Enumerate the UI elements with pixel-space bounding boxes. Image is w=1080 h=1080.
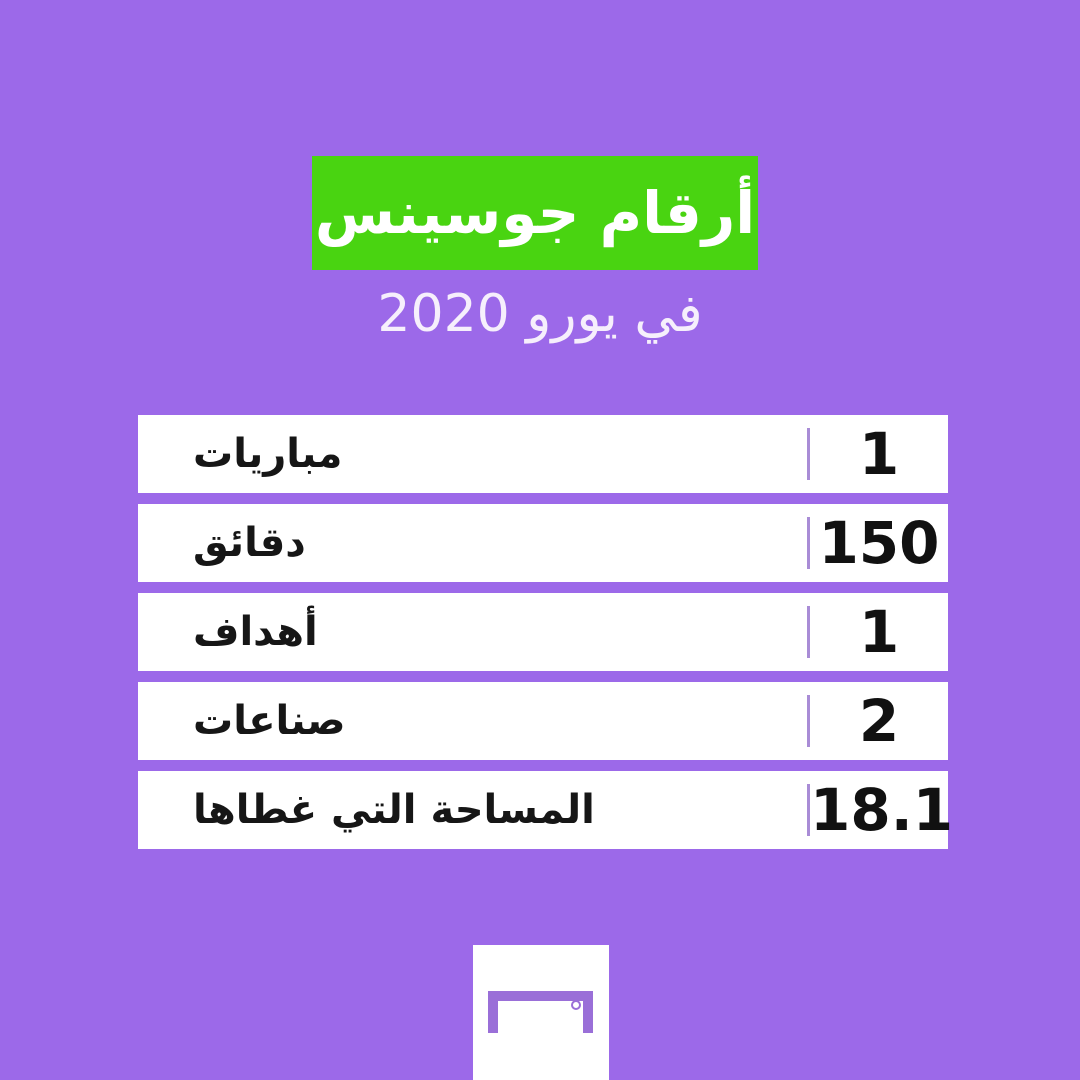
goal-icon — [488, 991, 593, 1033]
stat-row-assists — [138, 682, 948, 760]
stat-label: صناعات — [193, 698, 346, 744]
brand-logo — [473, 945, 609, 1080]
stat-row-matches — [138, 415, 948, 493]
page-subtitle: في يورو 2020 — [377, 284, 703, 344]
stat-value: 1 — [858, 420, 900, 488]
stat-row-goals — [138, 593, 948, 671]
stat-row-minutes — [138, 504, 948, 582]
stat-row-distance-covered — [138, 771, 954, 849]
stat-value: 1 — [858, 598, 900, 666]
stat-label: دقائق — [193, 520, 306, 566]
stat-value: 150 — [818, 509, 940, 577]
header-banner — [312, 156, 758, 270]
stat-label: أهداف — [193, 609, 318, 655]
stat-value: 2 — [858, 687, 900, 755]
stat-label: مباريات — [193, 431, 343, 477]
stats-list — [138, 415, 954, 860]
stat-value: 18.1 — [810, 776, 954, 844]
ball-icon — [571, 1000, 581, 1010]
stat-label: المساحة التي غطاها — [193, 787, 595, 833]
page-title: أرقام جوسينس — [314, 179, 756, 247]
